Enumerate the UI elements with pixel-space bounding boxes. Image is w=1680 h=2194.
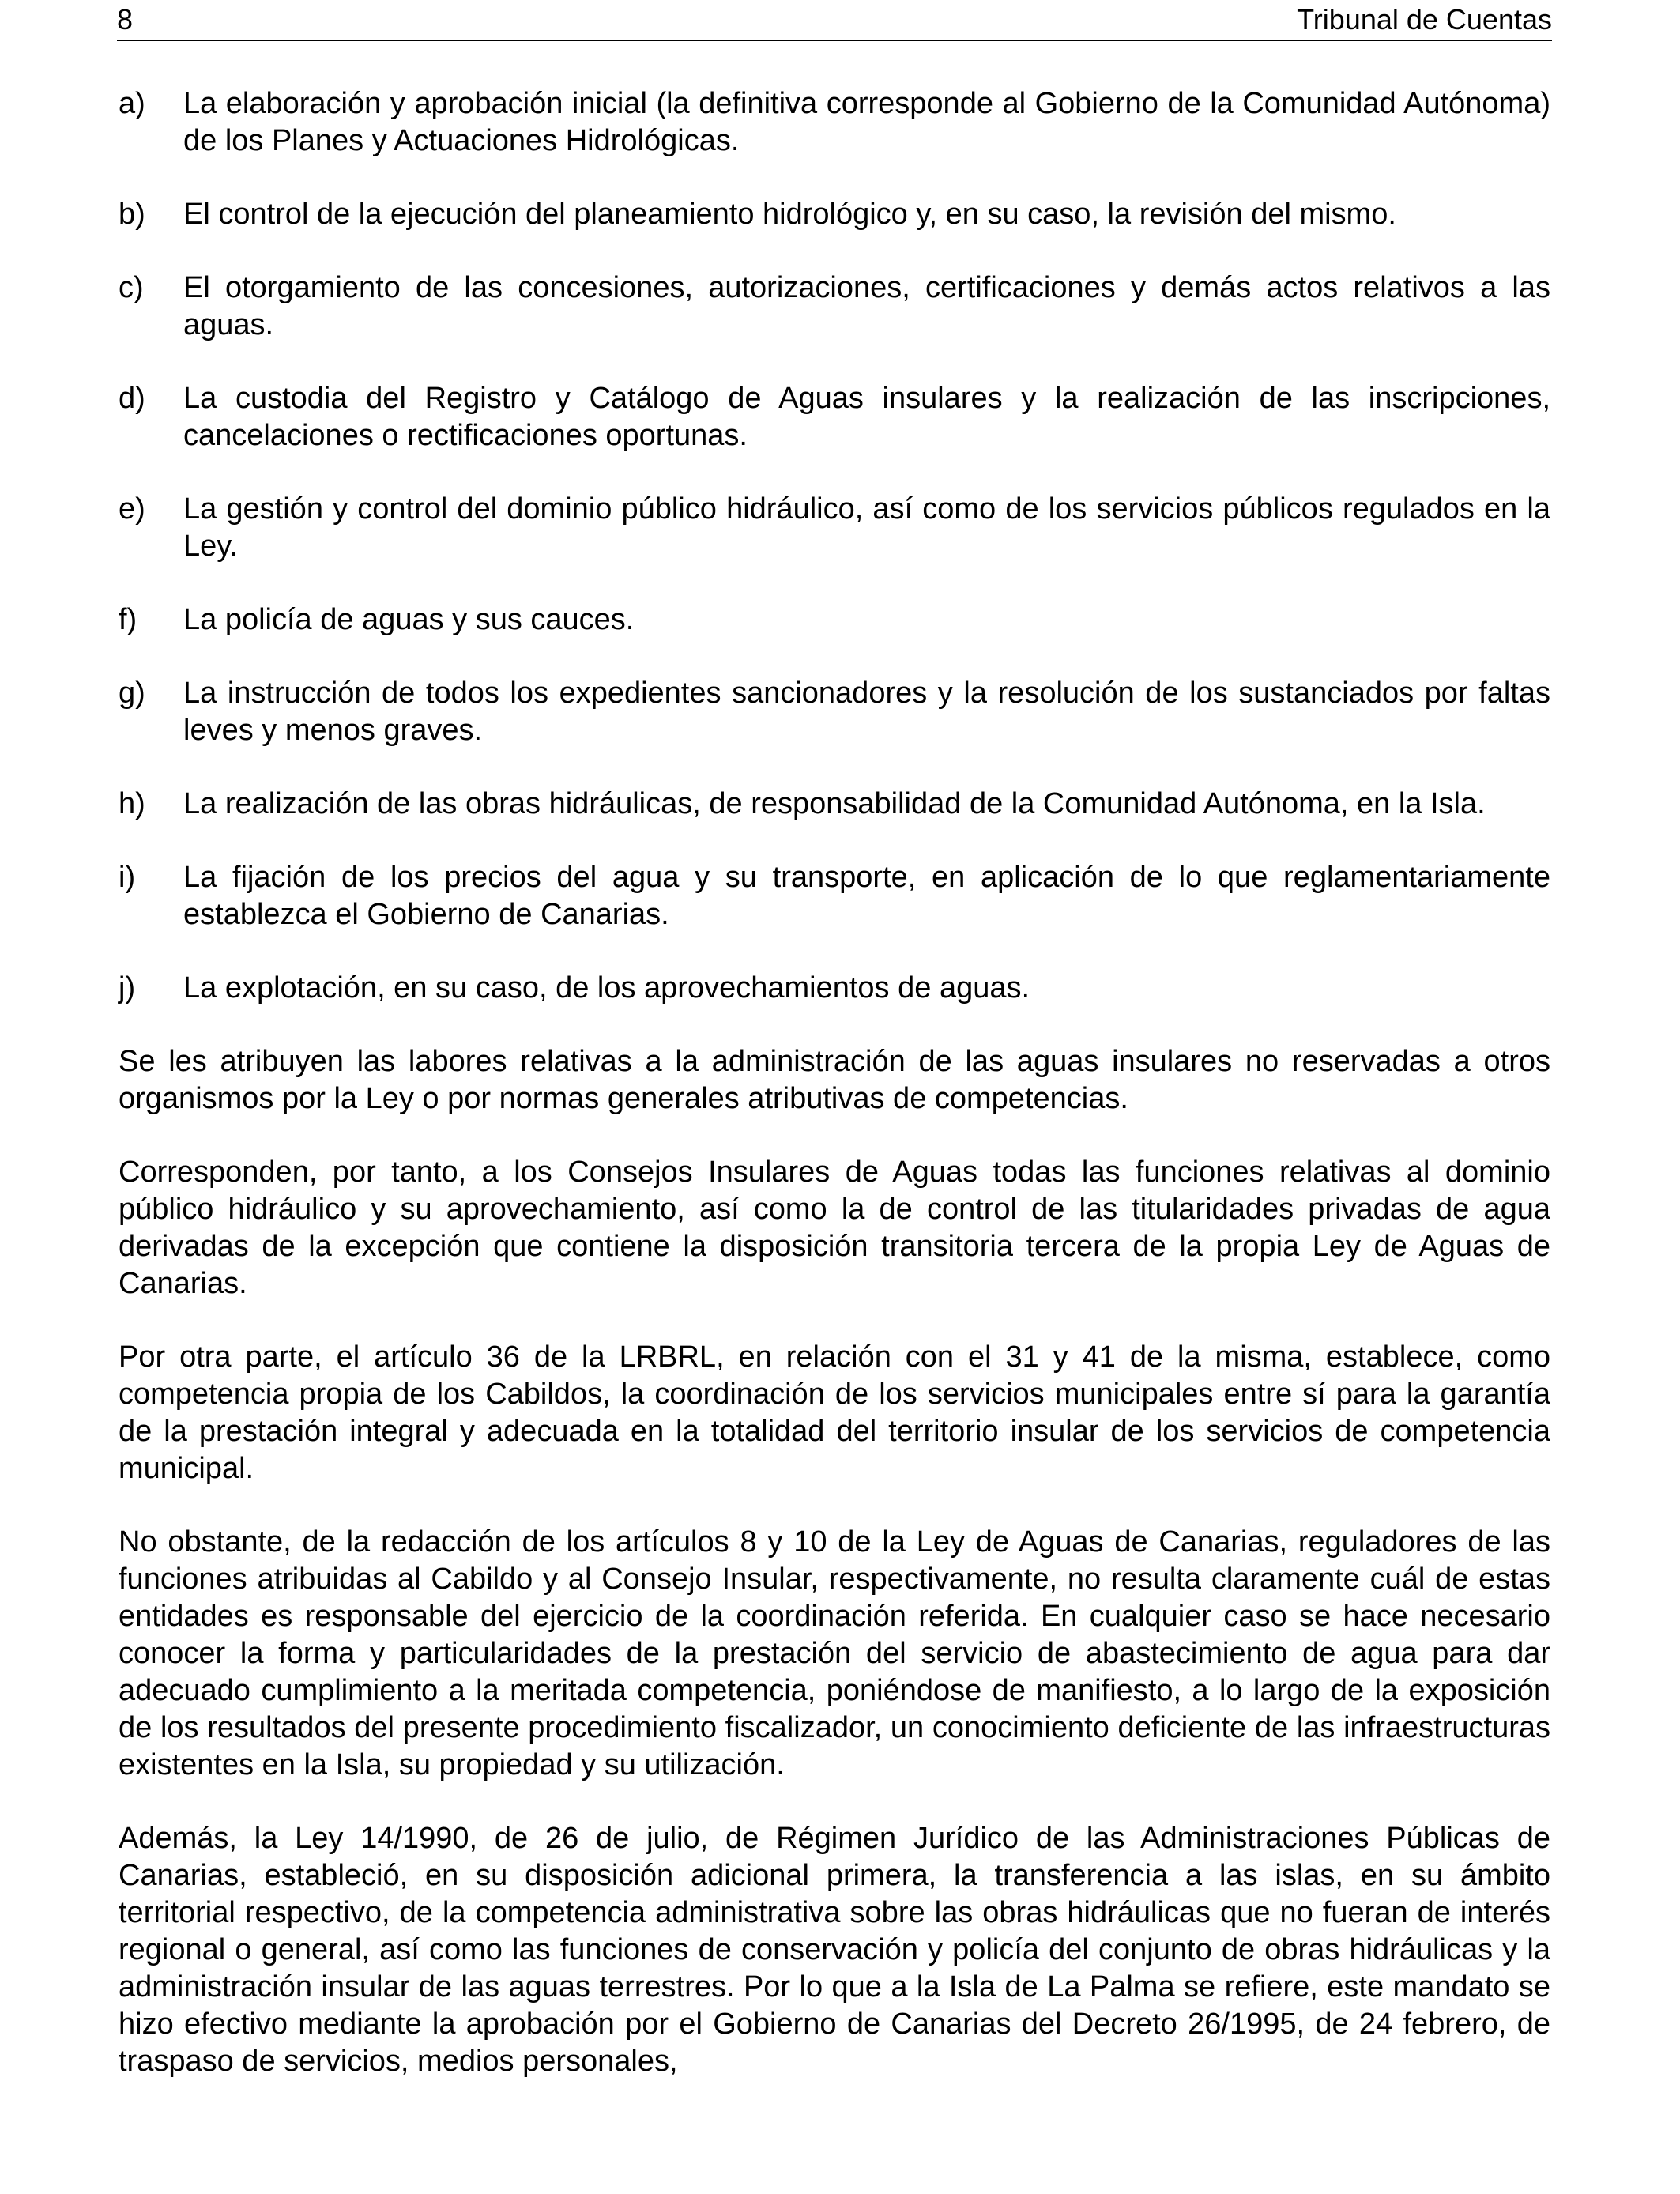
list-item-label: c): [119, 271, 144, 304]
list-item-label: g): [119, 677, 145, 710]
list-item-text: La policía de aguas y sus cauces.: [183, 603, 635, 636]
list-item-label: d): [119, 382, 145, 415]
list-item: [119, 270, 1550, 344]
list-item: [119, 786, 1550, 823]
list-item-text: La fijación de los precios del agua y su transporte, en aplicación de lo que reglamentariamente establezca el Gobierno de Canarias.: [183, 861, 1550, 931]
list-item: [119, 380, 1550, 454]
list-item: [119, 601, 1550, 639]
body-paragraph: Por otra parte, el artículo 36 de la LRBRL, en relación con el 31 y 41 de la misma, establece, como competencia propia de los Cabildos, la coordinación de los servicios municipales entre sí para la garantía de la prestación integral y adecuada en la totalidad del territorio insular de los servicios de competencia municipal.: [119, 1340, 1550, 1485]
list-item: [119, 675, 1550, 749]
list-item-text: La custodia del Registro y Catálogo de Aguas insulares y la realización de las inscripciones, cancelaciones o rectificaciones oportunas.: [183, 382, 1550, 452]
list-item-label: i): [119, 861, 136, 894]
list-item-label: b): [119, 198, 145, 231]
list-item-text: La instrucción de todos los expedientes sancionadores y la resolución de los sustanciados por faltas leves y menos graves.: [183, 677, 1550, 747]
list-item-text: La elaboración y aprobación inicial (la definitiva corresponde al Gobierno de la Comunidad Autónoma) de los Planes y Actuaciones Hidrológicas.: [183, 87, 1550, 157]
page-number: 8: [117, 3, 134, 36]
body-paragraph: No obstante, de la redacción de los artículos 8 y 10 de la Ley de Aguas de Canarias, reguladores de las funciones atribuidas al Cabildo y al Consejo Insular, respectivamente, no resulta claramente cuál de estas entidades es responsable del ejercicio de la coordinación referida. En cualquier caso se hace necesario conocer la forma y particularidades de la prestación del servicio de abastecimiento de agua para dar adecuado cumplimiento a la meritada competencia, poniéndose de manifiesto, a lo largo de la exposición de los resultados del presente procedimiento fiscalizador, un conocimiento deficiente de las infraestructuras existentes en la Isla, su propiedad y su utilización.: [119, 1525, 1550, 1781]
list-item: [119, 85, 1550, 160]
list-item-text: El control de la ejecución del planeamiento hidrológico y, en su caso, la revisión del mismo.: [183, 198, 1396, 231]
functions-list: [119, 85, 1550, 1007]
list-item-text: El otorgamiento de las concesiones, autorizaciones, certificaciones y demás actos relativos a las aguas.: [183, 271, 1550, 341]
list-item-text: La explotación, en su caso, de los aprovechamientos de aguas.: [183, 971, 1030, 1005]
body-paragraph: Además, la Ley 14/1990, de 26 de julio, de Régimen Jurídico de las Administraciones Públicas de Canarias, estableció, en su disposición adicional primera, la transferencia a las islas, en su ámbito territorial respectivo, de la competencia administrativa sobre las obras hidráulicas que no fueran de interés regional o general, así como las funciones de conservación y policía del conjunto de obras hidráulicas y la administración insular de las aguas terrestres. Por lo que a la Isla de La Palma se refiere, este mandato se hizo efectivo mediante la aprobación por el Gobierno de Canarias del Decreto 26/1995, de 24 febrero, de traspaso de servicios, medios personales,: [119, 1822, 1550, 2078]
list-item: [119, 491, 1550, 565]
list-item-label: h): [119, 787, 145, 820]
list-item: [119, 970, 1550, 1007]
list-item-label: j): [119, 971, 136, 1005]
list-item-label: e): [119, 492, 145, 526]
list-item: [119, 859, 1550, 933]
document-body: [119, 85, 1550, 2117]
list-item-text: La realización de las obras hidráulicas, de responsabilidad de la Comunidad Autónoma, en la Isla.: [183, 787, 1486, 820]
running-title: Tribunal de Cuentas: [1297, 3, 1552, 36]
body-paragraph: Se les atribuyen las labores relativas a la administración de las aguas insulares no reservadas a otros organismos por la Ley o por normas generales atributivas de competencias.: [119, 1045, 1550, 1115]
list-item: [119, 196, 1550, 233]
list-item-label: f): [119, 603, 137, 636]
page-header: [117, 0, 1552, 41]
body-paragraph: Corresponden, por tanto, a los Consejos Insulares de Aguas todas las funciones relativas al dominio público hidráulico y su aprovechamiento, así como la de control de las titularidades privadas de agua derivadas de la excepción que contiene la disposición transitoria tercera de la propia Ley de Aguas de Canarias.: [119, 1155, 1550, 1300]
list-item-text: La gestión y control del dominio público hidráulico, así como de los servicios públicos regulados en la Ley.: [183, 492, 1550, 563]
list-item-label: a): [119, 87, 145, 120]
